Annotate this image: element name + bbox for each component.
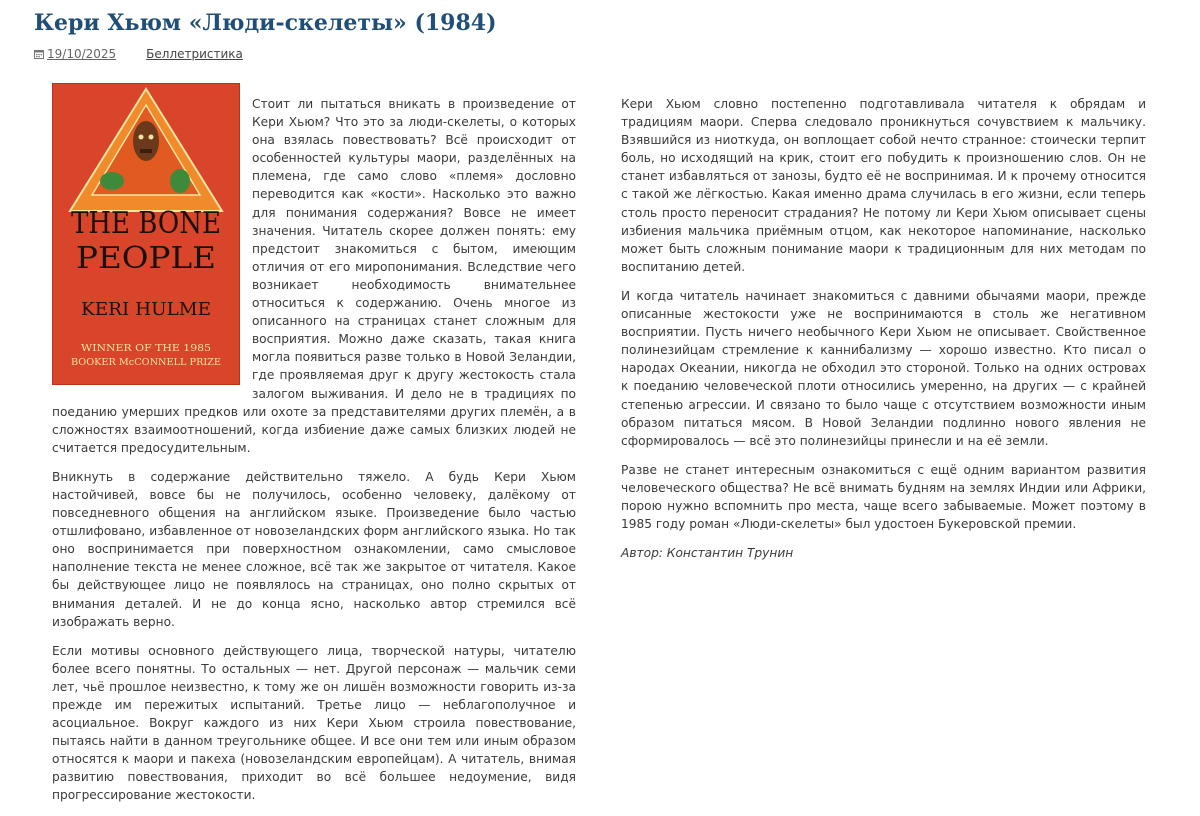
article-column-right bbox=[621, 95, 1146, 573]
book-cover-image bbox=[52, 83, 240, 385]
cover-author: KERI HULME bbox=[81, 299, 211, 320]
article-column-left bbox=[52, 95, 576, 816]
paragraph-2: Вникнуть в содержание действительно тяжело. А будь Кери Хьюм настойчивей, вовсе бы не получилось, особенно человеку, далёкому от повседневного общения на английском языке. Произведение было частью отшлифовано, избавленное от новозеландских форм английского языка. Но так оно воспринимается при поверхностном ознакомлении, само смысловое наполнение текста не менее сложное, всё так же закрытое от читателя. Какое бы действующее лицо не появлялось на страницах, оно полно скрытых от внимания деталей. И не до конца ясно, насколько автор стремился всё изображать верно. bbox=[52, 469, 576, 629]
article-title[interactable]: Кери Хьюм «Люди-скелеты» (1984) bbox=[34, 10, 497, 36]
calendar-icon bbox=[34, 49, 44, 59]
cover-title-line1: THE BONE bbox=[71, 206, 221, 241]
paragraph-6: Разве не станет интересным ознакомиться с ещё одним вариантом развития человеческого общества? Не всё внимать будням на землях Индии или Африки, порою нужно вспомнить про места, чаще всего забываемые. Может поэтому в 1985 году роман «Люди-скелеты» был удостоен Букеровской премии. bbox=[621, 462, 1146, 532]
paragraph-3: Если мотивы основного действующего лица, творческой натуры, читателю более всего понятны. То остальных — нет. Другой персонаж — мальчик семи лет, чьё прошлое неизвестно, к тому же он лишён возможности говорить из-за прежде им пережитых испытаний. Третье лицо — неблагополучное и асоциальное. Вокруг каждого из них Кери Хьюм строила повествование, пытаясь найти в данном треугольнике общее. И все они тем или иным образом относятся к маори и пакеха (новозеландским европейцам). А читатель, внимая развитию повествования, приходит во всё большее недоумение, видя прогрессирование жестокости. bbox=[52, 643, 576, 803]
paragraph-4: Кери Хьюм словно постепенно подготавливала читателя к обрядам и традициям маори. Сперва следовало проникнуться сочувствием к мальчику. Взявшийся из ниоткуда, он воплощает собой нечто странное: стоически терпит боль, но исходящий на крик, стоит его побудить к произношению слов. Он не станет избавляться от занозы, будто её не воспринимая. И к прочему относится с такой же лёгкостью. Какая именно драма случилась в его жизни, если теперь столь просто переносит страдания? Не потому ли Кери Хьюм описывает сцены избиения мальчика приёмным отцом, как некоторое напоминание, насколько может быть сложным понимание маори к традиционным для них методам по воспитанию детей. bbox=[621, 97, 1146, 274]
paragraph-1: Стоит ли пытаться вникать в произведение от Кери Хьюм? Что это за люди-скелеты, о которых она взялась повествовать? Всё происходит от особенностей культуры маори, разделённых на племена, где само слово «племя» дословно переводится как «кости». Насколько это важно для понимания содержания? Вовсе не имеет значения. Читатель скорее должен понять: ему предстоит знакомиться с бытом, имеющим отличия от его миропонимания. Вследствие чего возникает необходимость внимательнее относиться к содержанию. Очень многое из описанного на страницах станет сложным для восприятия. Можно даже сказать, такая книга могла появиться разве только в Новой Зеландии, где проявляемая друг к другу жестокость стала залогом выживания. И дело не в традициях по поеданию умерших предков или охоте за представителями других племён, а в сложностях взаимоотношений, когда избиение даже самых близких людей не считается предосудительным. bbox=[52, 97, 576, 455]
cover-title-line2: PEOPLE bbox=[76, 241, 216, 276]
author-signature: Автор: Константин Трунин bbox=[621, 546, 794, 561]
cover-award-line2: BOOKER McCONNELL PRIZE bbox=[71, 358, 221, 368]
paragraph-5: И когда читатель начинает знакомиться с давними обычаями маори, прежде описанные жестокости уже не воспринимаются в столь же негативном восприятии. Пусть ничего необычного Кери Хьюм не описывает. Свойственное полинезийцам стремление к каннибализму — хорошо известно. Кто писал о народах Океании, никогда не обходил это стороной. Только на одних островах к поеданию человеческой плоти относились умеренно, на других — с крайней степенью агрессии. И связано то было чаще с отсутствием возможности иным образом питаться мясом. В Новой Зеландии подлинно нового явления не сформировалось — всё это полинезийцы принесли и на её земли. bbox=[621, 288, 1146, 448]
post-meta bbox=[34, 47, 243, 61]
cover-award-line1: WINNER OF THE 1985 bbox=[81, 344, 212, 354]
post-date-link[interactable]: 19/10/2025 bbox=[47, 47, 117, 61]
category-link[interactable]: Беллетристика bbox=[146, 47, 243, 61]
